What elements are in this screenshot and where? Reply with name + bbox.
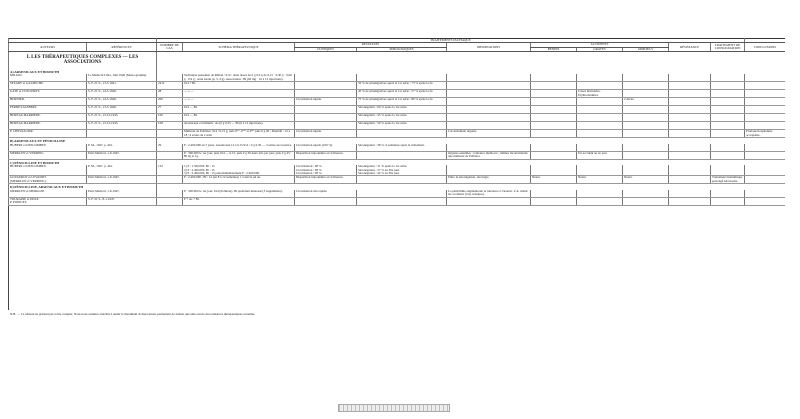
conclusion-cell	[745, 82, 785, 90]
serology-cell	[357, 74, 447, 82]
serology-cell: 75 % de séronégatives après la 1re série ; 80 % après la 2e.	[357, 98, 447, 106]
resistance-cell	[669, 197, 711, 205]
table-row	[9, 90, 785, 98]
schema-cell: — » —	[183, 90, 295, 98]
serology-cell	[357, 197, 447, 205]
auteur-cell: MÉRKLEN et VERMEIL.	[9, 151, 87, 159]
severe-cell: Néant.	[577, 176, 623, 184]
benign-cell	[531, 165, 577, 176]
observations-cell: Organes sensibles ; tolérance médiocre ; mêmes inconvénients que méthode de Pollitzer.	[447, 151, 531, 159]
col-references: RÉFÉRENCES	[87, 43, 157, 52]
serology-cell: Séronégation : 31 % après la 1re série. Séronégation : 37 % au 30e jour. Séronégation : 44 % au 30e jour.	[357, 165, 447, 176]
auteur-cell: MÉRKLEN et MÉRKLEP.	[9, 190, 87, 198]
fatal-cell	[623, 190, 669, 198]
consolidation-cell	[711, 90, 745, 98]
reference-cell: Paris Médical, 1-9-1947.	[87, 190, 157, 198]
observations-cell	[447, 74, 531, 82]
table-row	[9, 197, 785, 205]
schema-cell: — » —	[183, 98, 295, 106]
auteur-cell: PERNET-GUIBERT.	[9, 106, 87, 114]
col-benins: BÉNINS	[531, 47, 577, 51]
col-nombre: NOMBRE DE CAS	[157, 43, 183, 52]
col-consolidation: TRAITEMENT DE CONSOLIDATION	[711, 43, 745, 52]
observations-cell	[447, 114, 531, 122]
table-row	[9, 122, 785, 130]
clinical-cell	[295, 106, 357, 114]
count-cell	[157, 74, 183, 82]
reference-cell: S. F. D. S., 13-12-1945.	[87, 114, 157, 122]
benign-cell	[531, 144, 577, 152]
header-traitements: TRAITEMENTS D'ATTAQUE	[157, 39, 745, 43]
resistance-cell	[669, 98, 711, 106]
resistance-cell	[669, 165, 711, 176]
fatal-cell	[623, 144, 669, 152]
auteur-cell: HUBERT et DESCOMBEY.	[9, 165, 87, 176]
severe-cell: Un accident au 2e jour.	[577, 151, 623, 159]
table-body	[9, 52, 785, 206]
resistance-cell	[669, 90, 711, 98]
count-cell	[157, 176, 183, 184]
auteur-cell: TOURAINE et DOLE. P. POINCET.	[9, 197, 87, 205]
benign-cell: Néant.	[531, 176, 577, 184]
observations-cell	[447, 197, 531, 205]
schema-cell: Arsenicaux et bismuth ; As (0 g 0,25 — Bi (0 à 12 injections).	[183, 122, 295, 130]
serology-cell: Séronégation : 66 % après la 1re série.	[357, 106, 447, 114]
table-row	[9, 106, 785, 114]
auteur-cell: GATÉ et CUILLERET.	[9, 90, 87, 98]
reference-cell: P. M., 1947, p. 461.	[87, 165, 157, 176]
reference-cell: Paris Médical, 1-9-1947.	[87, 176, 157, 184]
table-row	[9, 190, 785, 198]
severe-cell	[577, 144, 623, 152]
col-schema: SCHÉMA THÉRAPEUTIQUE	[183, 43, 295, 52]
fatal-cell	[623, 165, 669, 176]
serology-cell	[357, 151, 447, 159]
auteur-cell: SÉZARY et GALMICHE.	[9, 82, 87, 90]
consolidation-cell	[711, 82, 745, 90]
observations-cell	[447, 122, 531, 130]
observations-cell: Entre la séronégation, sérologie.	[447, 176, 531, 184]
count-cell	[157, 151, 183, 159]
fatal-cell	[623, 122, 669, 130]
clinical-cell: Cicatrisation : 98 %. Cicatrisation : 98 %. Cicatrisation : 98 %.	[295, 165, 357, 176]
benign-cell	[531, 74, 577, 82]
table-row	[9, 165, 785, 176]
schema-cell: 1) P : 1.500.000. Bi : 15 2) P : 2.400.000. Bi : 15 3) P : 2.400.000. Bi : 15 puis immédiatement P : 2.400.000.	[183, 165, 295, 176]
observations-cell	[447, 98, 531, 106]
fatal-cell	[623, 114, 669, 122]
severe-cell	[577, 114, 623, 122]
benign-cell	[531, 130, 577, 138]
conclusion-cell	[745, 90, 785, 98]
serology-cell	[357, 190, 447, 198]
clinical-cell: Cicatrisation rapide (100 %).	[295, 144, 357, 152]
observations-cell	[447, 106, 531, 114]
severe-cell	[577, 122, 623, 130]
serology-cell: Séronégation : 59 % après la 1re série.	[357, 122, 447, 130]
clinical-cell	[295, 74, 357, 82]
resistance-cell	[669, 130, 711, 138]
fatal-cell	[623, 197, 669, 205]
reference-cell: S. F. D. S., 14-3-1946.	[87, 98, 157, 106]
col-graves: GRAVES	[577, 47, 623, 51]
schema-cell: P : 300.000 le 1er jour, puis 914 — 0,15, puis 0 g 30 deux fois par jour, puis 0 g 45 ; Bi 0g et 1g.	[183, 151, 295, 159]
results-table	[8, 38, 785, 206]
table-row	[9, 114, 785, 122]
serology-cell: 45 % de séronégatives après la 1re série ; 57 % après la 2e.	[357, 90, 447, 98]
resistance-cell	[669, 190, 711, 198]
observations-cell	[447, 90, 531, 98]
auteur-cell: GOUGEROT et LÉVADITI. (MERKLEN et VERMEIL).	[9, 176, 87, 184]
schema-cell: Méthode de Pollitzer, 914 : 0,15 g, puis 0ᵉ¹⁵, 0ᵉ³⁰ et 0ᵉ⁴⁵ puis 0 g 60 ; Pénétrât : 12 à 18 ; 6 séries de 2 sem.	[183, 130, 295, 138]
benign-cell	[531, 114, 577, 122]
schema-cell: 914 + Bi.	[183, 82, 295, 90]
severe-cell: Crises nitritoïdes. Érythrodermies.	[577, 90, 623, 98]
schema-cell: P : 2.400.000 en 7 jours. Arsenicaux 12 à 0,15 914 : 0 g 0,30 — 3 séries successives.	[183, 144, 295, 152]
group-title: D) PÉNICILLINE, ARSENICAUX ET BISMUTH	[9, 184, 157, 190]
footnote: N.B. — Ce tableau ne prétend pas à être complet. Nous nous sommes attachés à réunir le maximum d'observations permettant de donner une idée exacte des tendances thérapeutiques actuelles.	[10, 312, 256, 316]
consolidation-cell	[711, 197, 745, 205]
fatal-cell	[623, 106, 669, 114]
table-row	[9, 74, 785, 82]
fatal-cell	[623, 151, 669, 159]
benign-cell	[531, 190, 577, 198]
conclusion-cell	[745, 106, 785, 114]
resistance-cell	[669, 114, 711, 122]
resistance-cell	[669, 74, 711, 82]
clinical-cell: Cicatrisation rapide.	[295, 130, 357, 138]
col-conclusions: CONCLUSIONS	[745, 43, 785, 52]
consolidation-cell: Traitement bismuthique prolongé nécessaire.	[711, 176, 745, 184]
count-cell: 132	[157, 165, 183, 176]
benign-cell	[531, 122, 577, 130]
auteur-cell: BUREAU-BARRIÈRE.	[9, 122, 87, 130]
group-title: A) ARSENICAUX ET BISMUTH	[9, 69, 157, 75]
consolidation-cell	[711, 106, 745, 114]
conclusion-cell	[745, 190, 785, 198]
clinical-cell: Disparition tréponèmes en 24 heures.	[295, 176, 357, 184]
consolidation-cell	[711, 74, 745, 82]
observations-cell: Cas nettement urgents.	[447, 130, 531, 138]
auteur-cell: BURNIER.	[9, 98, 87, 106]
consolidation-cell	[711, 130, 745, 138]
clinical-cell: Cicatrisation rapide.	[295, 98, 357, 106]
col-auteurs: AUTEURS	[9, 43, 87, 52]
conclusion-cell	[745, 151, 785, 159]
benign-cell	[531, 151, 577, 159]
conclusion-cell	[745, 114, 785, 122]
reference-cell: Le Médecin Libre, Juin 1946 (Mono-graphie).	[87, 74, 157, 82]
resistance-cell	[669, 151, 711, 159]
table-row	[9, 130, 785, 138]
group-title: C) PÉNICILLINE ET BISMUTH	[9, 159, 157, 165]
conclusion-cell	[745, 176, 785, 184]
serology-cell: Séronégation : 45 % après la 1re série.	[357, 114, 447, 122]
col-observations: OBSERVATIONS	[447, 43, 531, 52]
benign-cell	[531, 98, 577, 106]
schema-cell: 914 — Bi.	[183, 114, 295, 122]
clinical-cell	[295, 114, 357, 122]
table-row	[9, 176, 785, 184]
reference-cell: S. F. D. S., 13-12-1945.	[87, 122, 157, 130]
auteur-cell: MILIAN.	[9, 74, 87, 82]
count-cell: 200	[157, 98, 183, 106]
reference-cell: Paris Médical, 1-9-1947.	[87, 151, 157, 159]
benign-cell	[531, 106, 577, 114]
observations-cell	[447, 144, 531, 152]
table-row	[9, 144, 785, 152]
conclusion-cell	[745, 98, 785, 106]
resistance-cell	[669, 144, 711, 152]
resistance-cell	[669, 106, 711, 114]
conclusion-cell	[745, 122, 785, 130]
serology-cell: 56 % de séronégatives après la 1re série ; 73 % après la 2e.	[357, 82, 447, 90]
clinical-cell	[295, 122, 357, 130]
consolidation-cell	[711, 98, 745, 106]
clinical-cell: Cicatrisation très rapide.	[295, 190, 357, 198]
count-cell: 108	[157, 122, 183, 130]
benign-cell	[531, 197, 577, 205]
conclusion-cell	[745, 197, 785, 205]
section-title: I. LES THÉRAPEUTIQUES COMPLEXES — LES ASSOCIATIONS	[9, 52, 157, 69]
conclusion-cell	[745, 144, 785, 152]
severe-cell	[577, 165, 623, 176]
serology-cell	[357, 130, 447, 138]
schema-cell: P + As + Bi.	[183, 197, 295, 205]
count-cell	[157, 190, 183, 198]
severe-cell	[577, 82, 623, 90]
serology-cell: Séronégation : 38 %, 6 semaines après le traitement.	[357, 144, 447, 152]
count-cell	[157, 197, 183, 205]
count-cell: 29	[157, 144, 183, 152]
count-cell	[157, 130, 183, 138]
auteur-cell: BUREAU-BARRIÈRE.	[9, 114, 87, 122]
resistance-cell	[669, 122, 711, 130]
fatal-cell	[623, 130, 669, 138]
scan-scale-bar	[338, 404, 450, 412]
col-cliniques: CLINIQUES	[295, 47, 357, 51]
table-row	[9, 82, 785, 90]
reference-cell: P. M., 1947, p. 461.	[87, 144, 157, 152]
consolidation-cell	[711, 114, 745, 122]
clinical-cell	[295, 90, 357, 98]
col-resistance: RÉSISTANCE	[669, 43, 711, 52]
benign-cell	[531, 82, 577, 90]
count-cell: 2412	[157, 82, 183, 90]
resistance-cell	[669, 176, 711, 184]
severe-cell	[577, 130, 623, 138]
severe-cell	[577, 190, 623, 198]
conclusion-cell	[745, 74, 785, 82]
conclusion-cell	[745, 165, 785, 176]
observations-cell: La pénicilline augmenterait la tolérance à l'arsenic. L'A. réduit les accidents (trop toxiques).	[447, 190, 531, 198]
clinical-cell	[295, 82, 357, 90]
consolidation-cell	[711, 144, 745, 152]
auteur-cell: P. CHEVALLIER.	[9, 130, 87, 138]
consolidation-cell	[711, 165, 745, 176]
fatal-cell: Néant.	[623, 176, 669, 184]
serology-cell	[357, 176, 447, 184]
clinical-cell: Disparition tréponèmes en 24 heures.	[295, 151, 357, 159]
consolidation-cell	[711, 151, 745, 159]
severe-cell	[577, 98, 623, 106]
benign-cell	[531, 90, 577, 98]
clinical-cell	[295, 197, 357, 205]
col-resultats: RÉSULTATS	[295, 43, 447, 47]
auteur-cell: HUBERT et DESCOMBEY.	[9, 144, 87, 152]
schema-cell: 914 — Bi.	[183, 106, 295, 114]
reference-cell	[87, 130, 157, 138]
severe-cell	[577, 106, 623, 114]
fatal-cell: 2 décès.	[623, 98, 669, 106]
consolidation-cell	[711, 190, 745, 198]
schema-cell: Technique présentée de Milian : 914 : deux doses de 0 g 0,9 g de 0,15 · 0,30 g · 0,60 g · 0,9 g ; série totale (4, 3, 4 g). Association : Bi (60 mg · 10 à 12 injections).	[183, 74, 295, 82]
table-row	[9, 98, 785, 106]
table-row	[9, 151, 785, 159]
consolidation-cell	[711, 122, 745, 130]
col-accidents: ACCIDENTS	[531, 43, 669, 47]
col-mortels: MORTELS	[623, 47, 669, 51]
observations-cell	[447, 82, 531, 90]
results-table-sheet	[8, 38, 784, 310]
severe-cell	[577, 74, 623, 82]
group-title: B) ARSENICAUX ET PÉNICILLINE	[9, 138, 157, 144]
fatal-cell	[623, 90, 669, 98]
reference-cell: S. F. D. S., 14-3-1946.	[87, 90, 157, 98]
schema-cell: P : 2.400.000 ; Bi : 12 (en 8 à 12 semaines) 1 à suivre un an.	[183, 176, 295, 184]
resistance-cell	[669, 82, 711, 90]
fatal-cell	[623, 82, 669, 90]
reference-cell: S. F. D. S., 13-3-1941.	[87, 82, 157, 90]
reference-cell: S. F. D. S., 13-3-1946.	[87, 106, 157, 114]
count-cell: 28	[157, 90, 183, 98]
count-cell: 27	[157, 106, 183, 114]
schema-cell: P : 300.000 le 1er jour, 914 (Pollitzer), Bi quotidien intéressé (3 supplément).	[183, 190, 295, 198]
reference-cell: S. F. D. S., 8-1-1947.	[87, 197, 157, 205]
fatal-cell	[623, 74, 669, 82]
col-serologiques: SÉROLOGIQUES	[357, 47, 447, 51]
observations-cell	[447, 165, 531, 176]
severe-cell	[577, 197, 623, 205]
count-cell: 100	[157, 114, 183, 122]
conclusion-cell: Pratique hospitalière acceptable.	[745, 130, 785, 138]
